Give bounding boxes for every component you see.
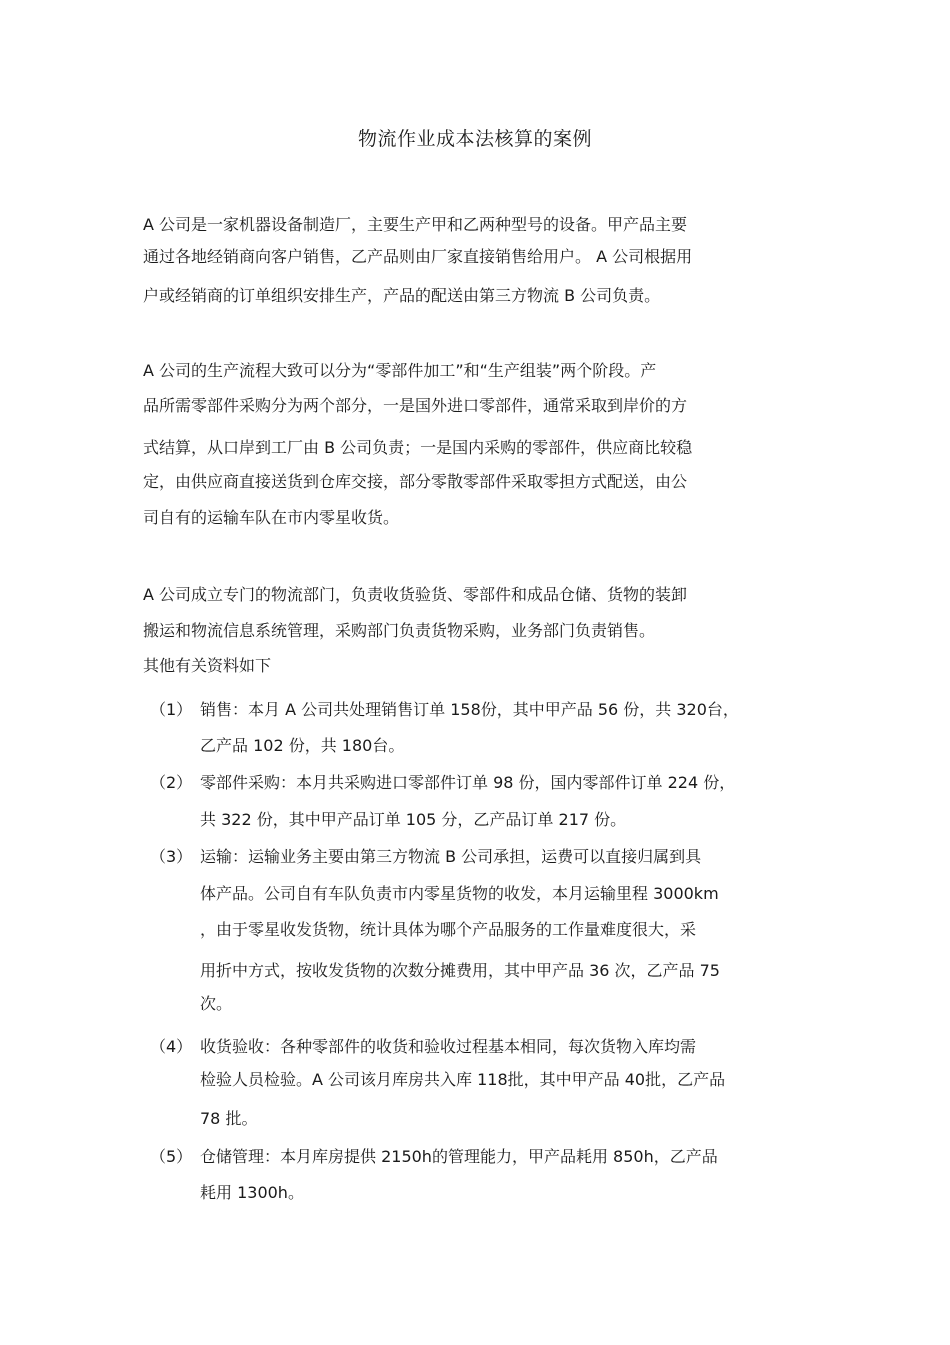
list-item-line: 零部件采购：本月共采购进口零部件订单 98 份，国内零部件订单 224 份， (200, 773, 736, 792)
paragraph-2-line-5: 司自有的运输车队在市内零星收货。 (143, 508, 400, 527)
list-item-number: （1） (150, 700, 193, 719)
paragraph-2-line-2: 品所需零部件采购分为两个部分，一是国外进口零部件，通常采取到岸价的方 (143, 396, 688, 415)
paragraph-2-line-3: 式结算，从口岸到工厂由 B 公司负责；一是国内采购的零部件，供应商比较稳 (143, 438, 693, 457)
list-item-line: 用折中方式，按收发货物的次数分摊费用，其中甲产品 36 次，乙产品 75 (200, 961, 720, 980)
list-item-line: 检验人员检验。A 公司该月库房共入库 118批，其中甲产品 40批，乙产品 (200, 1070, 726, 1089)
list-item-line: 收货验收：各种零部件的收货和验收过程基本相同，每次货物入库均需 (200, 1037, 697, 1056)
list-item-line: 共 322 份，其中甲产品订单 105 分，乙产品订单 217 份。 (200, 810, 627, 829)
paragraph-1-line-3: 户或经销商的订单组织安排生产，产品的配送由第三方物流 B 公司负责。 (143, 286, 661, 305)
list-item-line: 体产品。公司自有车队负责市内零星货物的收发，本月运输里程 3000km (200, 884, 719, 903)
list-item-line: 销售：本月 A 公司共处理销售订单 158份，其中甲产品 56 份，共 320台， (200, 700, 739, 719)
list-item-line: 仓储管理：本月库房提供 2150h的管理能力，甲产品耗用 850h，乙产品 (200, 1147, 718, 1166)
paragraph-1-line-2: 通过各地经销商向客户销售，乙产品则由厂家直接销售给用户。 A 公司根据用 (143, 247, 693, 266)
list-item-number: （2） (150, 773, 193, 792)
list-item-line: 次。 (200, 994, 233, 1013)
paragraph-3-line-1: A 公司成立专门的物流部门，负责收货验货、零部件和成品仓储、货物的装卸 (143, 585, 688, 604)
paragraph-2-line-1: A 公司的生产流程大致可以分为“零部件加工”和“生产组装”两个阶段。产 (143, 361, 657, 380)
list-item-line: 乙产品 102 份，共 180台。 (200, 736, 405, 755)
list-item-number: （5） (150, 1147, 193, 1166)
list-item-line: 运输：运输业务主要由第三方物流 B 公司承担，运费可以直接归属到具 (200, 847, 702, 866)
list-item-line: 78 批。 (200, 1109, 258, 1128)
list-item-line: 耗用 1300h。 (200, 1183, 304, 1202)
list-item-number: （4） (150, 1037, 193, 1056)
paragraph-3-line-2: 搬运和物流信息系统管理，采购部门负责货物采购，业务部门负责销售。 (143, 621, 656, 640)
list-item-number: （3） (150, 847, 193, 866)
list-item-line: ，由于零星收发货物，统计具体为哪个产品服务的工作量难度很大，采 (200, 920, 697, 939)
paragraph-2-line-4: 定，由供应商直接送货到仓库交接，部分零散零部件采取零担方式配送，由公 (143, 472, 688, 491)
document-title: 物流作业成本法核算的案例 (357, 128, 592, 150)
paragraph-1-line-1: A 公司是一家机器设备制造厂，主要生产甲和乙两种型号的设备。甲产品主要 (143, 215, 688, 234)
paragraph-3-line-3: 其他有关资料如下 (143, 656, 272, 675)
